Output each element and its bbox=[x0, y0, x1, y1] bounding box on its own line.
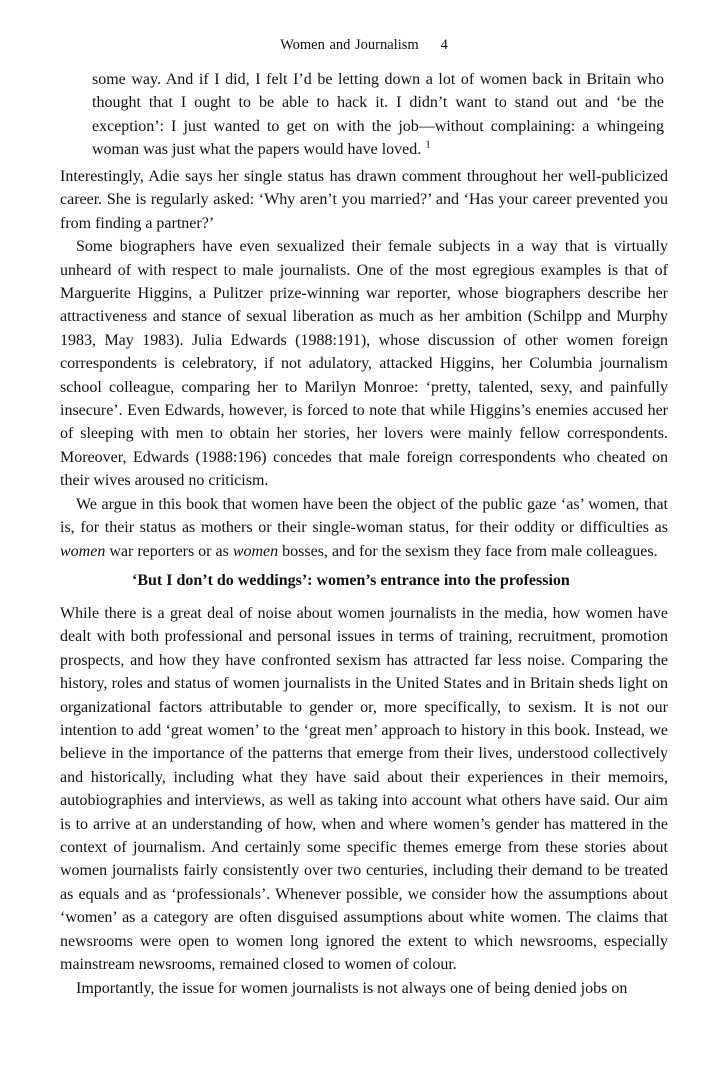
page-number: 4 bbox=[440, 37, 448, 53]
paragraph-public-gaze-part2: war reporters or as bbox=[105, 542, 233, 560]
section-heading: ‘But I don’t do weddings’: women’s entrance into the profession bbox=[132, 572, 570, 589]
running-head-title: Women and Journalism bbox=[280, 37, 419, 53]
paragraph-adie: Interestingly, Adie says her single status has drawn comment throughout her well-publicized career. She is regularly asked: ‘Why aren’t you married?’ and ‘Has your career prevented you from finding a partner?’ bbox=[60, 168, 668, 232]
block-quote-text: some way. And if I did, I felt I’d be letting down a lot of women back in Britain who thought that I ought to be able to hack it. I didn’t want to stand out and ‘be the exception’: I just wanted to get on with the job—without complaining: a whingeing woman was just what the papers would have loved. bbox=[92, 71, 664, 159]
paragraph-public-gaze-part3: bosses, and for the sexism they face from male colleagues. bbox=[278, 542, 658, 560]
paragraph-noise: While there is a great deal of noise about women journalists in the media, how women have dealt with both professional and personal issues in terms of training, recruitment, promotion prospects, and how they have confronted sexism has attracted far less noise. Comparing the history, roles and status of women journalists in the United States and in Britain sheds light on organizational factors attributable to gender or, more specifically, to sexism. It is not our intention to add ‘great women’ to the ‘great men’ approach to history in this book. Instead, we believe in the importance of the patterns that emerge from their lives, understood collectively and historically, including what they have said about their experiences in their memoirs, autobiographies and interviews, as well as taking into account what others have said. Our aim is to arrive at an understanding of how, when and where women’s gender has mattered in the context of journalism. And certainly some specific themes emerge from these stories about women journalists fairly consistently over two centuries, including their demand to be treated as equals and as ‘professionals’. Whenever possible, we consider how the assumptions about ‘women’ as a category are often disguised assumptions about white women. The claims that newsrooms were open to women long ignored the extent to which newsrooms, especially mainstream newsrooms, remained closed to women of colour. bbox=[60, 605, 668, 974]
block-quote bbox=[92, 68, 664, 162]
body-text-section-1 bbox=[60, 165, 668, 563]
emphasis-women-2: women bbox=[232, 542, 279, 560]
footnote-reference[interactable]: 1 bbox=[425, 138, 431, 151]
body-text-section-2 bbox=[60, 602, 668, 1000]
paragraph-public-gaze bbox=[60, 493, 668, 563]
paragraph-biographers: Some biographers have even sexualized their female subjects in a way that is virtually unheard of with respect to male journalists. One of the most egregious examples is that of Marguerite Higgins, a Pulitzer prize-winning war reporter, whose biographers describe her attractiveness and stance of sexual liberation as much as her ambition (Schilpp and Murphy 1983, May 1983). Julia Edwards (1988:191), whose discussion of other women foreign correspondents is celebratory, if not adulatory, attacked Higgins, her Columbia journalism school colleague, comparing her to Marilyn Monroe: ‘pretty, talented, sexy, and painfully insecure’. Even Edwards, however, is forced to note that while Higgins’s enemies accused her of sleeping with men to obtain her stories, her lovers were mainly fellow correspondents. Moreover, Edwards (1988:196) concedes that male foreign correspondents who cheated on their wives aroused no criticism. bbox=[60, 238, 668, 490]
paragraph-importantly: Importantly, the issue for women journalists is not always one of being denied jobs on bbox=[76, 979, 628, 997]
emphasis-women-1: women bbox=[60, 542, 106, 560]
paragraph-public-gaze-part1: We argue in this book that women have been the object of the public gaze ‘as’ women, that is, for their status as mothers or their single-woman status, for their oddity or difficulties as bbox=[60, 495, 668, 537]
running-header bbox=[0, 36, 728, 54]
